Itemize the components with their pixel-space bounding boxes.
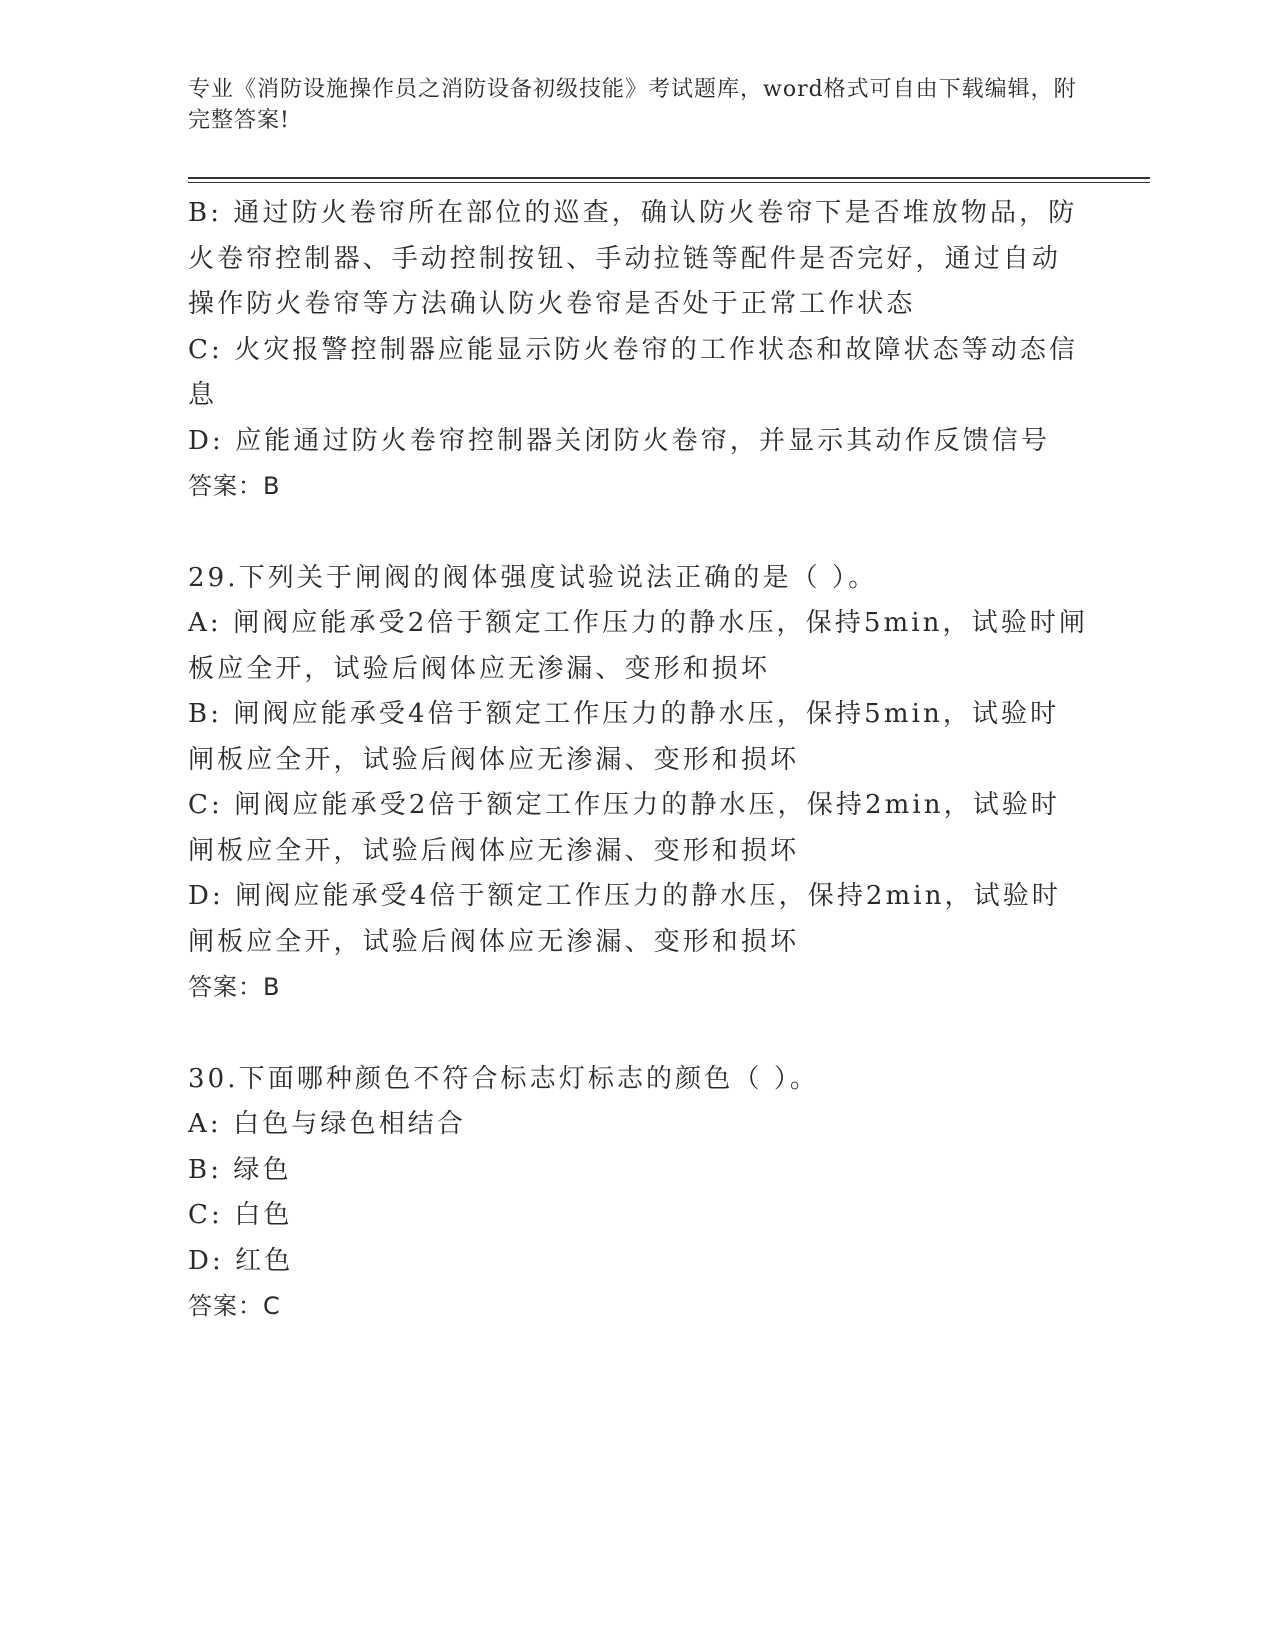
- q30-option-b: B: 绿色: [188, 1154, 292, 1185]
- q30-option-a: A: 白色与绿色相结合: [188, 1109, 466, 1139]
- header-rule-thick: [188, 177, 1150, 179]
- q29-stem: 29.下列关于闸阀的阀体强度试验说法正确的是（ ）。: [188, 562, 878, 593]
- prev-option-b: B: 通过防火卷帘所在部位的巡查，确认防火卷帘下是否堆放物品，防火卷帘控制器、手动控制按钮、手动拉链等配件是否完好，通过自动操作防火卷帘等方法确认防火卷帘是否处于正常工作状态: [188, 198, 1078, 319]
- prev-option-d: D: 应能通过防火卷帘控制器关闭防火卷帘，并显示其动作反馈信号: [188, 425, 1050, 456]
- q30-option-d: D: 红色: [188, 1245, 294, 1276]
- q30-answer: 答案：C: [188, 1292, 281, 1320]
- prev-answer: 答案：B: [188, 472, 281, 500]
- q29-option-b: B: 闸阀应能承受4倍于额定工作压力的静水压，保持5min，试验时闸板应全开，试验后阀体应无渗漏、变形和损坏: [188, 699, 1060, 775]
- q30-option-c: C: 白色: [188, 1200, 293, 1230]
- spacer: [188, 510, 1088, 556]
- prev-option-c: C: 火灾报警控制器应能显示防火卷帘的工作状态和故障状态等动态信息: [188, 334, 1079, 410]
- question-content: [188, 191, 1088, 1330]
- q29-option-c: C: 闸阀应能承受2倍于额定工作压力的静水压，保持2min，试验时闸板应全开，试验后阀体应无渗漏、变形和损坏: [188, 790, 1061, 866]
- q30-stem: 30.下面哪种颜色不符合标志灯标志的颜色（ ）。: [188, 1063, 820, 1094]
- q29-answer: 答案：B: [188, 973, 281, 1001]
- spacer: [188, 1011, 1088, 1057]
- header-rule-thin: [188, 182, 1150, 183]
- q29-option-d: D: 闸阀应能承受4倍于额定工作压力的静水压，保持2min，试验时闸板应全开，试验后阀体应无渗漏、变形和损坏: [188, 881, 1061, 957]
- q29-option-a: A: 闸阀应能承受2倍于额定工作压力的静水压，保持5min，试验时闸板应全开，试验后阀体应无渗漏、变形和损坏: [188, 608, 1089, 684]
- document-header: 专业《消防设施操作员之消防设备初级技能》考试题库，word格式可自由下载编辑，附完整答案!: [188, 77, 1077, 133]
